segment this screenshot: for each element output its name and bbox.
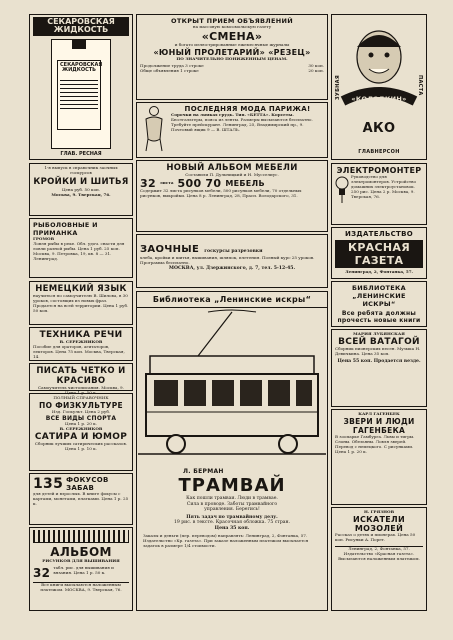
albom-body: табл. рис. для вышивания и вязания. Цена 1 р. 50 к. (53, 564, 114, 575)
albom-count: 32 (33, 565, 51, 580)
mebel-sub: Составили П. Дульницкий и Н. Мусселиус. (185, 172, 279, 177)
albom-footer: Все книги высылаются наложенным платежом. МОСКВА, 9. Тверская, 76. (33, 582, 129, 593)
bib-line1: БИБЛИОТЕКА (352, 284, 406, 292)
kroika-line3: Цена руб. 50 коп. (61, 186, 101, 192)
mebel-count3: 70 (205, 176, 222, 190)
fokus-word: ЗАБАВ (66, 484, 95, 492)
zaochnye-address: МОСКВА, ул. Дзержинского, д. 7, тел. 5-12-45. (168, 265, 296, 271)
tramway-line3: управления. Берегись! (204, 507, 260, 512)
elektro-ad (331, 163, 427, 225)
tramway-line5: 19 рис. в тексте. (173, 520, 215, 525)
zaochnye-ad (136, 234, 328, 288)
fokus-count: 135 (33, 476, 64, 492)
sekar-ad (29, 14, 133, 160)
zoo-author: КАРЛ ГАГЕНБЕК (358, 411, 400, 416)
fizkult-title: ПО ФИЗКУЛЬТУРЕ (39, 400, 123, 410)
zoo-title: ЗВЕРИ И ЛЮДИ ГАГЕНБЕКА (343, 416, 415, 435)
tramway-footer: Заказы и деньги (пер. переводом) направлять: Ленинград, 2, Фонтанка, 57. Издательство «Кр. газета». При заказе наложенным платежом высылается задаток в размере 1/4 стоимости. (143, 533, 309, 548)
pisat-ad (29, 363, 133, 395)
fizkult-line1: ПОЛНЫЙ СПРАВОЧНИК (53, 395, 109, 400)
moda-body: Бюстгальтеры, пояса из ленты. Размеры высылаются бесплатно. Требуйте прейскурант. Ленинград, 25, Владимирский пр., 9. Почтовый ящик 9 — В. ШТАЛЬ. (171, 116, 313, 132)
kroika-line1: 1-я выпуск в справочник заочных госкурсов (44, 165, 118, 175)
mebel-ad (136, 160, 328, 232)
fokus-body: для детей и взрослых. В книге фокусы с картами, монетами, платками. Цена 1 р. 25 к. (33, 491, 129, 506)
bottle-illustration (51, 39, 111, 149)
moz-footer: Ленинград, 2, Фонтанка, 57. Издательство «Красная газета». Высылаются наложенным платежом. (335, 546, 423, 562)
zaochnye-body: хлеба, кройки и шитья, вышивания, шляпок, плетения. Полный курс 25 уроков. Программа бесплатно. (140, 255, 315, 265)
tramway-line5b: Красочная обложка. 75 стран. (215, 520, 291, 525)
smena-line1: ОТКРЫТ ПРИЕМ ОБЪЯВЛЕНИЙ (171, 17, 293, 25)
library-title: Библиотека „Ленинские искры“ (137, 292, 327, 308)
mebel-body: Содержит 32 листа рисунков мебели, 500 рисунков мебели, 70 отдельных рисунков, выкройки. Цена 8 р. Ленинград, 28, Прасп. Володарского, 31. (140, 187, 302, 198)
tehnika-title: ТЕХНИКА РЕЧИ (39, 330, 123, 340)
face-illustration (335, 17, 423, 137)
fokus-title: ФОКУСОВ (66, 476, 109, 484)
izd-title: КРАСНАЯ ГАЗЕТА (335, 240, 423, 268)
mebel-count2: 500 (177, 176, 202, 190)
tramway-price: Цена 35 коп. (214, 525, 250, 531)
rybo-ad (29, 218, 133, 278)
tehnika-author: В. СЕРЕЖНИКОВ (59, 339, 103, 344)
smena-line3: и богато иллюстрированные ежемесячные журналы (174, 41, 290, 47)
tramway-line2: Сила в проводе. Заботы трамвайного (186, 501, 278, 507)
albom-ad (29, 527, 133, 611)
zoo-ad (331, 409, 427, 505)
sekar-footer: ГЛАВ. РЕСНАЯ (60, 150, 102, 157)
tram-illustration (138, 308, 326, 468)
fizkult-sub: ВСЕ ВИДЫ СПОРТА (45, 414, 117, 422)
mebel-word: МЕБЕЛЬ (225, 178, 265, 188)
smena-price2-label: Обще объявления 1 строке (140, 67, 199, 73)
corset-illustration (140, 105, 168, 153)
moda-sub: Сорочки на лямках грудь. Тип. «БЕТТА». Корсеты. (171, 112, 294, 117)
fokus-ad (29, 473, 133, 525)
albom-title: АЛЬБОМ (50, 545, 112, 559)
smena-title2: «ЮНЫЙ ПРОЛЕТАРИЙ» «РЕЗЕЦ» (153, 47, 311, 57)
fizkult-body: Сборник лучших сатирических рассказов. Цена 1 р. 10 к. (34, 440, 128, 451)
veseloy-price: Цена 55 коп. (337, 358, 373, 364)
smena-line4: ПО ЗНАЧИТЕЛЬНО ПОНИЖЕННЫМ ЦЕНАМ. (176, 55, 288, 61)
tramway-line1: Как пошли трамваи. Люди в трамвае. (186, 496, 278, 501)
zoo-body: В зоопарке Гамбурга. Львы и тигры. Слоны. Обезьяны. Ловля зверей. Перевод с немецкого. С рисунками. Цена 1 р. 20 к. (335, 433, 415, 454)
fizkult-author: В. СЕРЕЖНИКОВ (59, 425, 103, 431)
moz-body: Рассказ о детях и пионерах. Цена 50 коп. Рисунки А. Порет. (335, 531, 416, 542)
tehnika-body: Пособие для ораторов, агитаторов, лекторов. Цена 75 коп. Москва, Тверская, 14. (33, 343, 125, 359)
veseloy-title: ВСЕЙ ВАТАГОЙ (338, 336, 420, 347)
bottle-label: СЕКАРОВСКАЯ ЖИДКОСТЬ (60, 61, 103, 74)
tramway-line4: Пять задач по трамвайному делу. (186, 514, 278, 520)
fizkult-title2: САТИРА И ЮМОР (34, 431, 128, 442)
ornament-border (33, 530, 129, 543)
zaochnye-title-rest: госкурсы разрезовки (204, 249, 263, 254)
tramway-title: ТРАМВАЙ (178, 475, 286, 496)
kolodkin-brand: «КОЛОДКИН» (351, 95, 407, 103)
mebel-title: НОВЫЙ АЛЬБОМ МЕБЕЛИ (166, 163, 298, 173)
mebel-count1: 32 (140, 176, 156, 190)
veseloy-body: Сборник пионерских песен. Музыка Н. Девичкина. Цена 35 коп. (335, 345, 421, 356)
sekar-title: СЕКАРОВСКАЯ ЖИДКОСТЬ (33, 17, 129, 36)
moz-title: ИСКАТЕЛИ МОЗОЛЕЙ (353, 514, 405, 533)
fizkult-ad (29, 393, 133, 471)
rybo-author: ГРОМОВ (33, 236, 55, 241)
nemetsky-body: научиться по самоучителю В. Шилова, в 30 уроков, состоящих из новых фраз. Продается на всей территории. Цена 1 руб. 50 коп. (33, 293, 129, 313)
mebel-label1: листа (159, 179, 174, 185)
kolodkin-ad (331, 14, 427, 160)
zaochnye-title: ЗАОЧНЫЕ (140, 244, 200, 255)
kroika-ad (29, 163, 133, 216)
fizkult-line5: Цена 1 р. 20 к. (65, 420, 97, 426)
kolodkin-word2: ПАСТА (417, 75, 423, 96)
rybo-title: РЫБОЛОВНЫЕ И ПРИМАНКА (33, 221, 98, 237)
veseloy-ad (331, 329, 427, 407)
kolodkin-word1: ЗУБНАЯ (335, 75, 341, 100)
bib-slogan: Все ребята должны прочесть новые книги (337, 310, 421, 324)
smena-price1-label: Продолжение труда 3 строке (140, 62, 204, 68)
izd-ad (331, 227, 427, 279)
veseloy-tail: Продается везде. (373, 358, 421, 364)
moz-ad (331, 507, 427, 611)
tehnika-ad (29, 327, 133, 361)
bib-title: „ЛЕНИНСКИЕ ИСКРЫ“ (352, 292, 406, 308)
lightbulb-icon (335, 175, 349, 203)
smena-line2: на массовую комсомольскую газету (192, 24, 272, 29)
elektro-body: Руководство для электромонтеров. Устройство домашних электроустановок. 250 рис. Цена 2 р. Москва, 9. Тверская, 76. (351, 174, 416, 199)
fizkult-line3: Изд. Госкульт. Цена 2 руб. (51, 408, 111, 414)
kolodkin-footer: ГЛАВНЕРСОН (358, 149, 400, 155)
veseloy-author: МАРИЯ ЛУБЯНСКАЯ (353, 331, 405, 336)
bib-ad (331, 281, 427, 327)
pisat-title: ПИСАТЬ ЧЕТКО И КРАСИВО (36, 366, 126, 386)
nemetsky-title: НЕМЕЦКИЙ ЯЗЫК (35, 284, 127, 294)
kolodkin-word3: АКО (362, 121, 396, 136)
rybo-body: Ловля рыбы в реке. Обл. удоч. снасти для ловли разной рыбы. Цена 1 руб. 25 коп. Москва, 9. Петровка, 19, кв. 8 — 31. Ленинград. (33, 240, 125, 261)
tramway-author: Л. БЕРМАН (183, 468, 224, 475)
nemetsky-ad (29, 281, 133, 325)
kroika-line4: Москва, 9. Тверская, 76. (51, 191, 111, 197)
smena-ad (136, 14, 328, 100)
moda-title: ПОСЛЕДНЯЯ МОДА ПАРИЖА! (184, 105, 311, 113)
moda-ad (136, 102, 328, 158)
izd-line1: ИЗДАТЕЛЬСТВО (345, 230, 413, 238)
tramway-ad (136, 291, 328, 611)
smena-price2: 20 коп. (308, 67, 324, 73)
moz-author: Н. ГРЯЗНОВ (363, 509, 395, 514)
izd-address: Ленинград, 2, Фонтанка, 57. (345, 269, 413, 274)
albom-sub: РИСУНКОВ ДЛЯ ВЫШИВАНИЯ (42, 558, 120, 563)
smena-price1: 30 коп. (308, 62, 324, 68)
elektro-title: ЭЛЕКТРОМОНТЕР (336, 166, 422, 175)
kroika-title: КРОЙКИ И ШИТЬЯ (33, 176, 129, 187)
smena-title: «СМЕНА» (201, 29, 263, 43)
pisat-body: Самоучитель чистописания. Москва, 9. Цена 1 р. 50 к. (38, 385, 124, 395)
